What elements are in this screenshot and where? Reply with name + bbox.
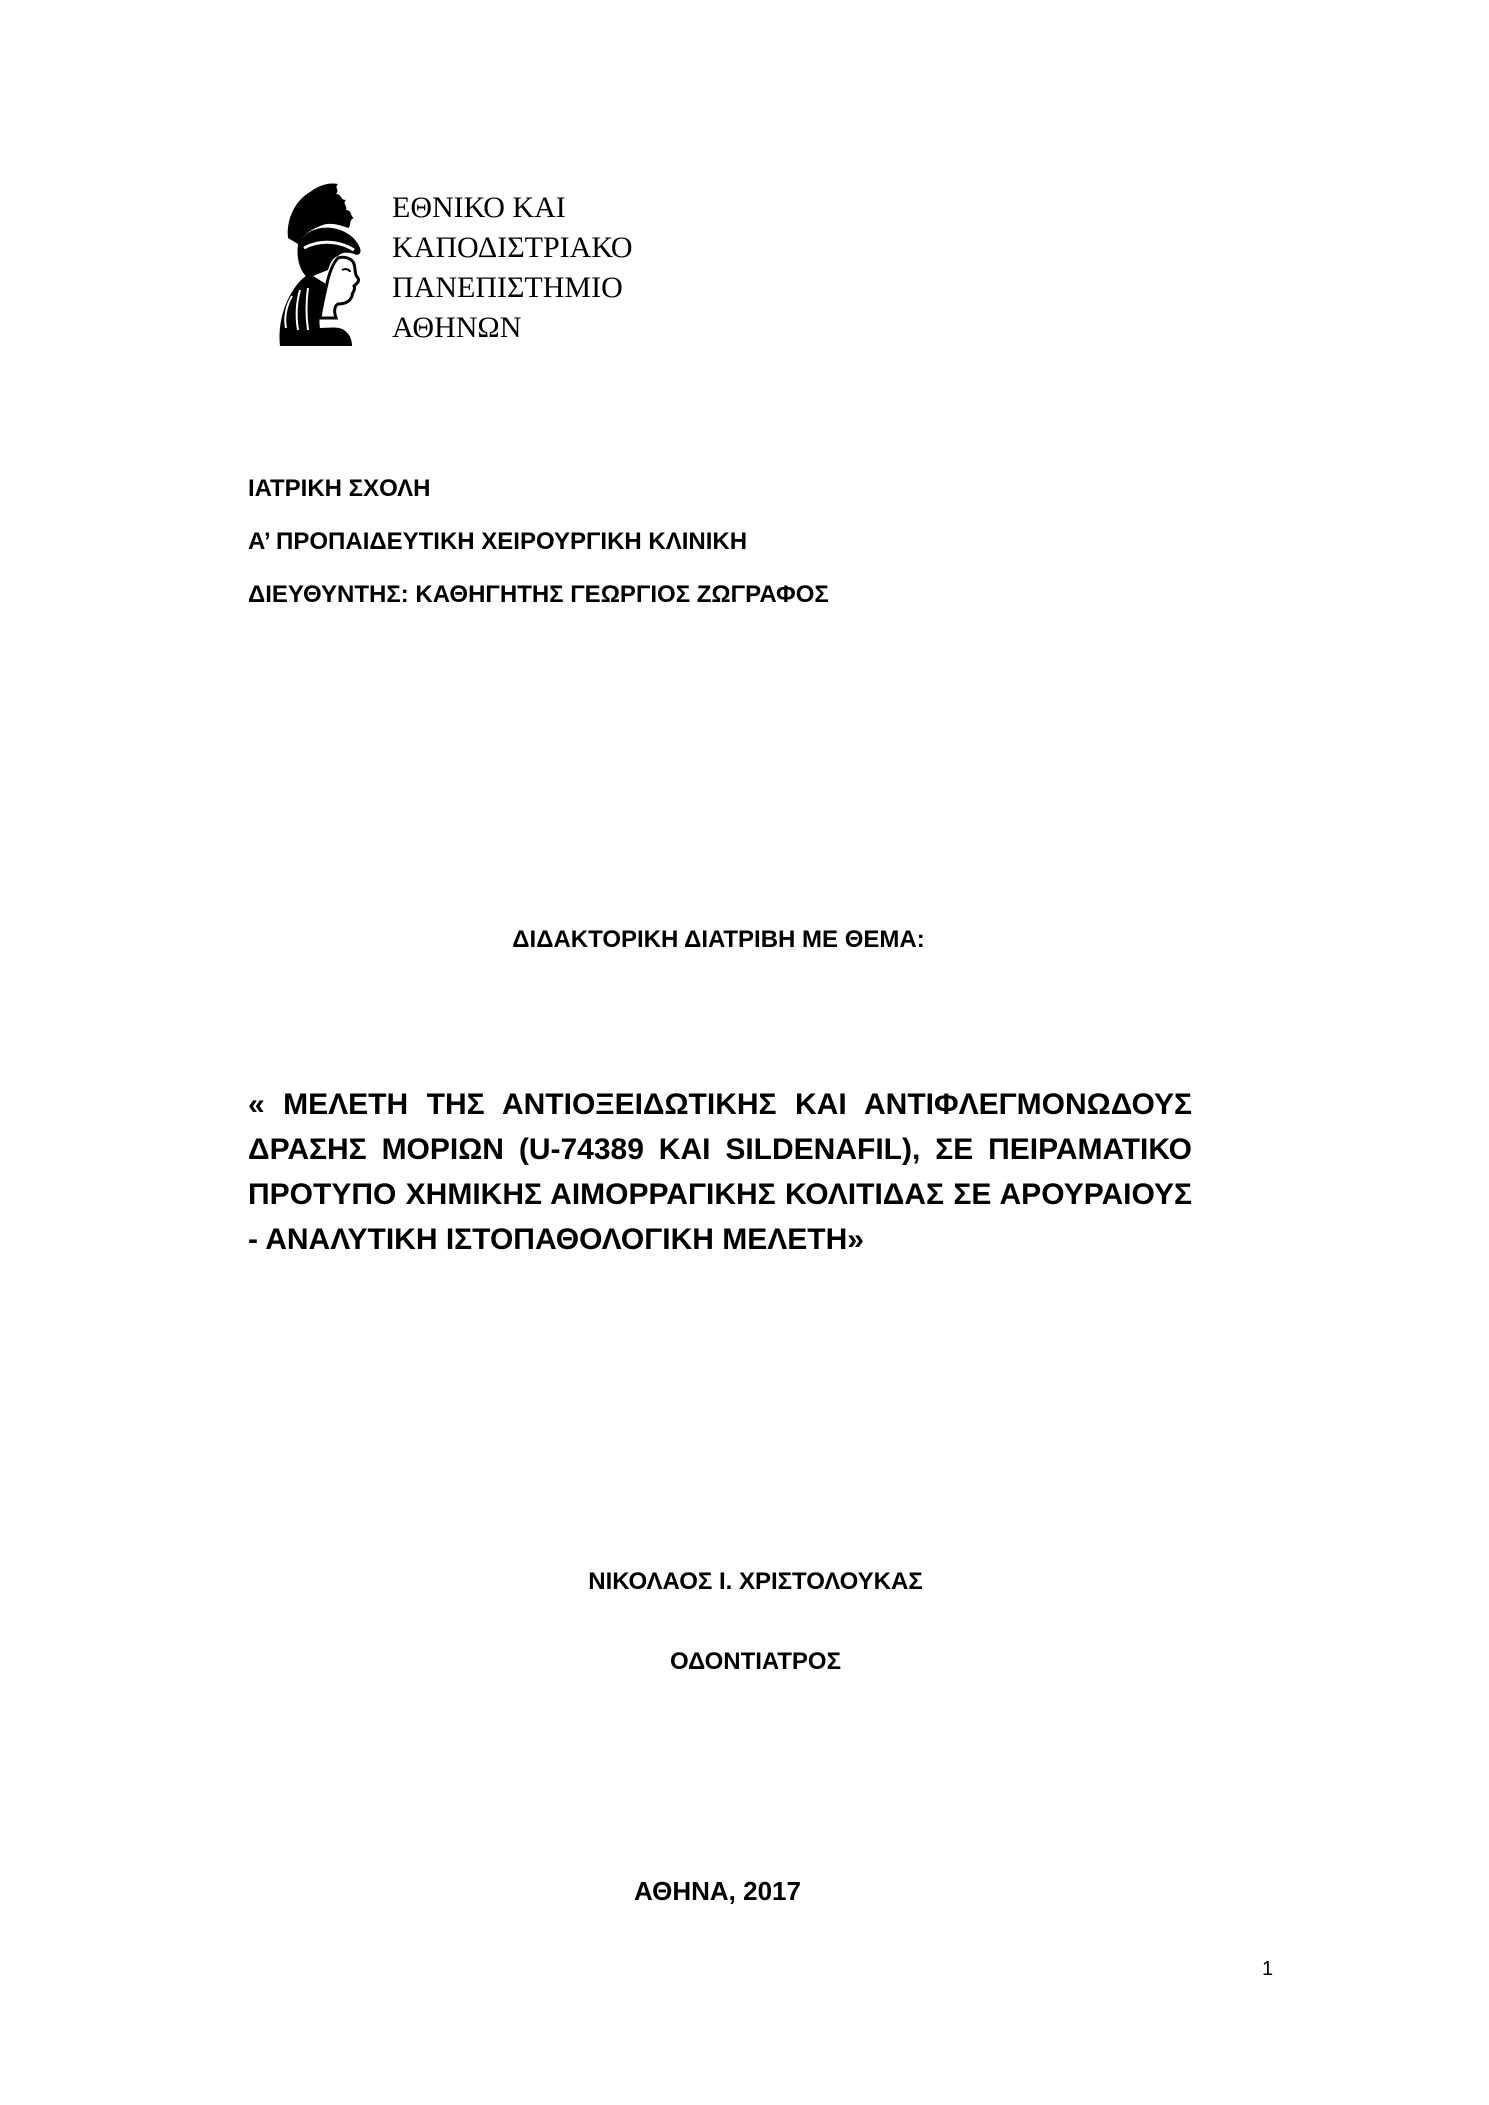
- university-name-line: ΑΘΗΝΩΝ: [392, 311, 522, 344]
- place-year-text: ΑΘΗΝΑ, 2017: [634, 1876, 801, 1906]
- thesis-title: « ΜΕΛΕΤΗ ΤΗΣ ΑΝΤΙΟΞΕΙΔΩΤΙΚΗΣ ΚΑΙ ΑΝΤΙΦΛΕΓΜΟΝΩΔΟΥΣ ΔΡΑΣΗΣ ΜΟΡΙΩΝ (U-74389 ΚΑΙ SILDENAFIL), ΣΕ ΠΕΙΡΑΜΑΤΙΚΟ ΠΡΟΤΥΠΟ ΧΗΜΙΚΗΣ ΑΙΜΟΡΡΑΓΙΚΗΣ ΚΟΛΙΤΙΔΑΣ ΣΕ ΑΡΟΥΡΑΙΟΥΣ - ΑΝΑΛΥΤΙΚΗ ΙΣΤΟΠΑΘΟΛΟΓΙΚΗ ΜΕΛΕΤΗ»: [248, 1088, 1192, 1256]
- author-profession: [0, 1648, 1489, 1676]
- department-block: [248, 462, 829, 621]
- thesis-label: [0, 926, 1489, 954]
- university-logo: [268, 178, 648, 348]
- author-name: [0, 1568, 1489, 1596]
- author-profession-text: ΟΔΟΝΤΙΑΤΡΟΣ: [669, 1648, 842, 1675]
- university-name-line: ΠΑΝΕΠΙΣΤΗΜΙΟ: [392, 271, 623, 304]
- athena-head-icon: [268, 178, 374, 346]
- clinic-name: Α’ ΠΡΟΠΑΙΔΕΥΤΙΚΗ ΧΕΙΡΟΥΡΓΙΚΗ ΚΛΙΝΙΚΗ: [248, 528, 748, 555]
- school-name: ΙΑΤΡΙΚΗ ΣΧΟΛΗ: [248, 475, 431, 502]
- university-name-line: ΚΑΠΟΔΙΣΤΡΙΑΚΟ: [392, 231, 633, 264]
- author-name-text: ΝΙΚΟΛΑΟΣ Ι. ΧΡΙΣΤΟΛΟΥΚΑΣ: [588, 1568, 923, 1595]
- thesis-label-text: ΔΙΔΑΚΤΟΡΙΚΗ ΔΙΑΤΡΙΒΗ ΜΕ ΘΕΜΑ:: [512, 926, 925, 953]
- page-number: 1: [1262, 1958, 1274, 1980]
- place-year: [0, 1876, 1489, 1907]
- director-name: ΔΙΕΥΘΥΝΤΗΣ: ΚΑΘΗΓΗΤΗΣ ΓΕΩΡΓΙΟΣ ΖΩΓΡΑΦΟΣ: [248, 581, 829, 608]
- university-name-line: ΕΘΝΙΚΟ ΚΑΙ: [392, 191, 566, 224]
- university-name: [392, 188, 633, 348]
